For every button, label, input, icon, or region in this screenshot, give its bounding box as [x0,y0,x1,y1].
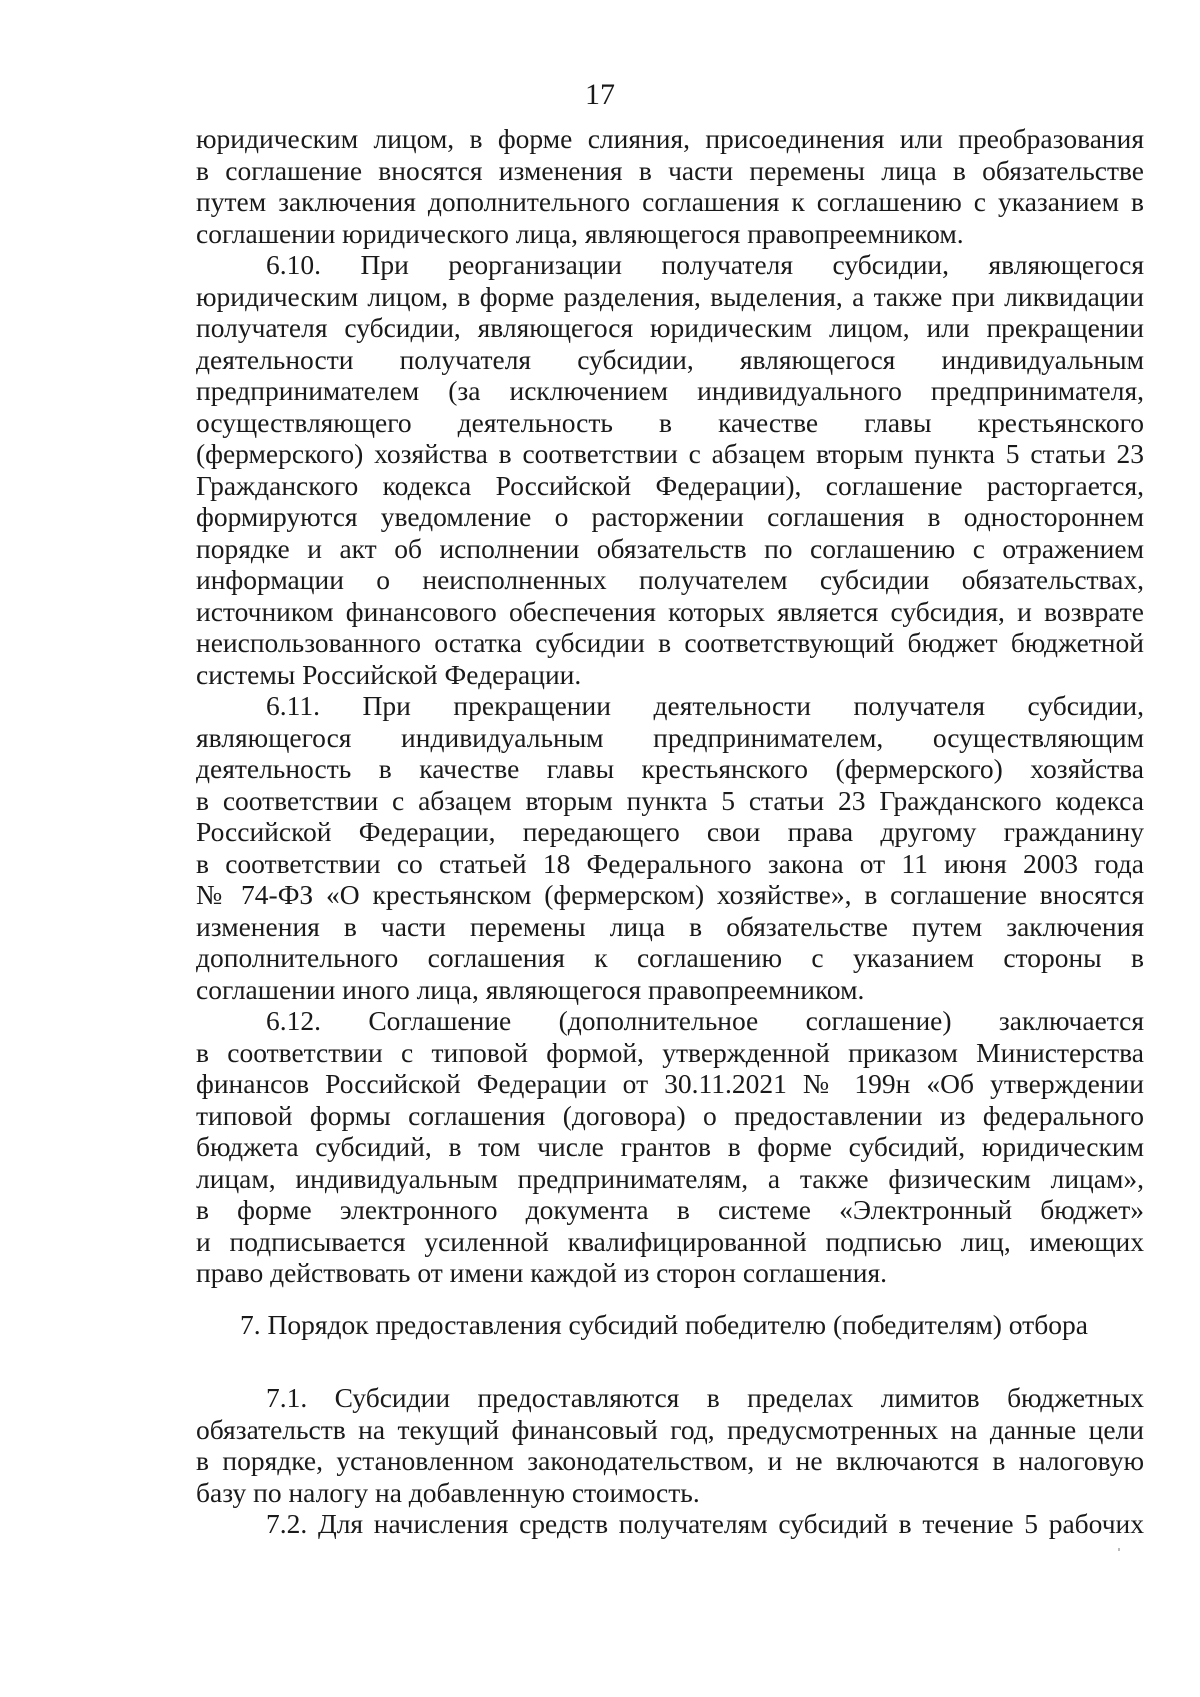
paragraph-6-11 [196,690,1144,1005]
text-line: и подписывается усиленной квалифицированной подписью лиц, имеющих [196,1225,1144,1257]
text-line: в соглашение вносятся изменения в части перемены лица в обязательстве [196,154,1144,186]
text-line: 6.12. Соглашение (дополнительное соглашение) заключается [266,1005,1144,1036]
text-line: осуществляющего деятельность в качестве главы крестьянского [196,406,1144,438]
text-line: в соответствии с абзацем вторым пункта 5 статьи 23 Гражданского кодекса [196,784,1144,816]
text-line: изменения в части перемены лица в обязательстве путем заключения [196,910,1144,942]
document-body [196,123,1144,1540]
text-line: юридическим лицом, в форме слияния, присоединения или преобразования [196,123,1144,154]
text-line: порядке и акт об исполнении обязательств по соглашению с отражением [196,532,1144,564]
text-line: получателя субсидии, являющегося юридическим лицом, или прекращении [196,312,1144,343]
text-line: лицам, индивидуальным предпринимателям, а также физическим лицам», [196,1162,1144,1194]
text-line: Гражданского кодекса Российской Федерации), соглашение расторгается, [196,469,1144,501]
paragraph-7-2 [196,1508,1144,1540]
text-line: формируются уведомление о расторжении соглашения в одностороннем [196,501,1144,532]
text-line: в форме электронного документа в системе «Электронный бюджет» [196,1194,1144,1225]
text-line: (фермерского) хозяйства в соответствии с абзацем вторым пункта 5 статьи 23 [196,438,1144,469]
text-line: № 74-ФЗ «О крестьянском (фермерском) хозяйстве», в соглашение вносятся [196,879,1144,910]
text-line: Российской Федерации, передающего свои права другому гражданину [196,816,1144,847]
paragraph-7-1 [196,1382,1144,1508]
paragraph-6-10 [196,249,1144,690]
text-line: 6.10. При реорганизации получателя субсидии, являющегося [266,249,1144,280]
text-line: в порядке, установленном законодательством, и не включаются в налоговую [196,1445,1144,1476]
scan-artifact [1118,1548,1120,1551]
text-line: дополнительного соглашения к соглашению с указанием стороны в [196,942,1144,973]
paragraph-6-12 [196,1005,1144,1289]
text-line: обязательств на текущий финансовый год, предусмотренных на данные цели [196,1413,1144,1445]
text-line: в соответствии с типовой формой, утвержденной приказом Министерства [196,1036,1144,1068]
text-line: 6.11. При прекращении деятельности получателя субсидии, [266,690,1144,721]
text-line: соглашении иного лица, являющегося правопреемником. [196,973,865,1005]
text-line: типовой формы соглашения (договора) о предоставлении из федерального [196,1099,1144,1131]
page-number: 17 [585,78,615,111]
section-heading: 7. Порядок предоставления субсидий победителю (победителям) отбора [240,1308,1088,1340]
text-line: в соответствии со статьей 18 Федерального закона от 11 июня 2003 года [196,847,1144,879]
text-line: базу по налогу на добавленную стоимость. [196,1476,700,1508]
text-line: путем заключения дополнительного соглашения к соглашению с указанием в [196,186,1144,217]
text-line: бюджета субсидий, в том числе грантов в форме субсидий, юридическим [196,1131,1144,1162]
text-line: деятельности получателя субсидии, являющегося индивидуальным [196,343,1144,375]
text-line: 7.1. Субсидии предоставляются в пределах лимитов бюджетных [266,1382,1144,1413]
text-line: деятельность в качестве главы крестьянского (фермерского) хозяйства [196,753,1144,784]
text-line: источником финансового обеспечения которых является субсидия, и возврате [196,595,1144,627]
text-line: 7.2. Для начисления средств получателям субсидий в течение 5 рабочих [266,1508,1144,1539]
text-line: информации о неисполненных получателем субсидии обязательствах, [196,564,1144,595]
paragraph-continuation [196,123,1144,249]
text-line: право действовать от имени каждой из сторон соглашения. [196,1257,887,1288]
text-line: предпринимателем (за исключением индивидуального предпринимателя, [196,375,1144,406]
text-line: неиспользованного остатка субсидии в соответствующий бюджет бюджетной [196,627,1144,658]
text-line: являющегося индивидуальным предпринимателем, осуществляющим [196,721,1144,753]
text-line: юридическим лицом, в форме разделения, выделения, а также при ликвидации [196,280,1144,312]
text-line: системы Российской Федерации. [196,658,582,690]
text-line: финансов Российской Федерации от 30.11.2021 № 199н «Об утверждении [196,1068,1144,1099]
text-line: соглашении юридического лица, являющегося правопреемником. [196,217,964,249]
